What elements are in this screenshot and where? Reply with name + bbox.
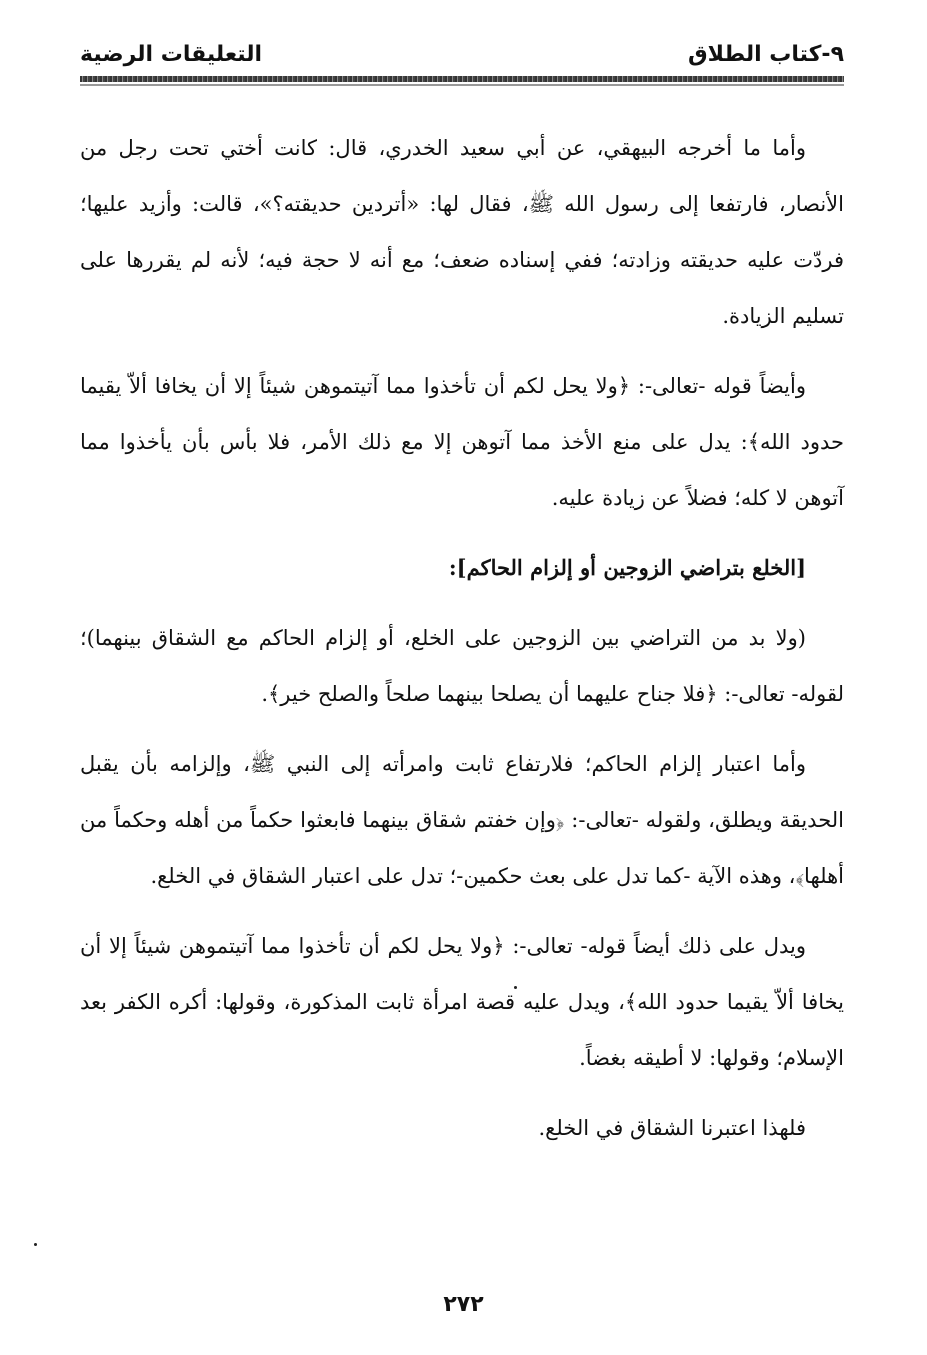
page-number: ٢٧٢ [443, 1292, 484, 1317]
header-rule-thin [80, 84, 844, 86]
paragraph-ruler-obligation: وأما اعتبار إلزام الحاكم؛ فلارتفاع ثابت وامرأته إلى النبي ﷺ، وإلزامه بأن يقبل الحديقة ويطلق، ولقوله -تعالى-: ﴿وإن خفتم شقاق بينهما فابعثوا حكماً من أهله وحكماً من أهلها﴾، وهذه الآية -كما تدل على بعث حكمين-؛ تدل على اعتبار الشقاق في الخلع. [80, 752, 844, 888]
scan-speck [514, 986, 517, 989]
paragraph-bayhaqi-hadith: وأما ما أخرجه البيهقي، عن أبي سعيد الخدري، قال: كانت أختي تحت رجل من الأنصار، فارتفعا إلى رسول الله ﷺ، فقال لها: «أتردين حديقته؟»، قالت: وأزيد عليها؛ فردّت عليه حديقته وزادته؛ ففي إسناده ضعف؛ مع أنه لا حجة فيه؛ لأنه لم يقررها على تسليم الزيادة. [80, 136, 844, 328]
paragraph-further-evidence: ويدل على ذلك أيضاً قوله- تعالى-: ﴿ولا يحل لكم أن تأخذوا مما آتيتموهن شيئاً إلا أن يخافا ألاّ يقيما حدود الله﴾، ويدل عليه قصة امرأة ثابت المذكورة، وقولها: أكره الكفر بعد الإسلام؛ وقولها: لا أطيقه بغضاً. [80, 934, 844, 1070]
section-heading: [الخلع بتراضي الزوجين أو إلزام الحاكم]: [448, 555, 806, 580]
page-body [80, 120, 844, 1170]
book-title: التعليقات الرضية [80, 42, 263, 67]
page-header [80, 38, 844, 78]
chapter-title: ٩-كتاب الطلاق [688, 42, 844, 67]
paragraph-mutual-consent: (ولا بد من التراضي بين الزوجين على الخلع، أو إلزام الحاكم مع الشقاق بينهما)؛ لقوله- تعالى-: ﴿فلا جناح عليهما أن يصلحا بينهما صلحاً والصلح خير﴾. [80, 626, 844, 706]
header-rule [80, 76, 844, 82]
scan-speck [34, 1243, 37, 1246]
paragraph-conclusion: فلهذا اعتبرنا الشقاق في الخلع. [538, 1116, 806, 1140]
paragraph-quran-verse: وأيضاً قوله -تعالى-: ﴿ولا يحل لكم أن تأخذوا مما آتيتموهن شيئاً إلا أن يخافا ألاّ يقيما حدود الله﴾: يدل على منع الأخذ مما آتوهن إلا مع ذلك الأمر، فلا بأس بأن يأخذوا مما آتوهن لا كله؛ فضلاً عن زيادة عليه. [80, 374, 844, 510]
